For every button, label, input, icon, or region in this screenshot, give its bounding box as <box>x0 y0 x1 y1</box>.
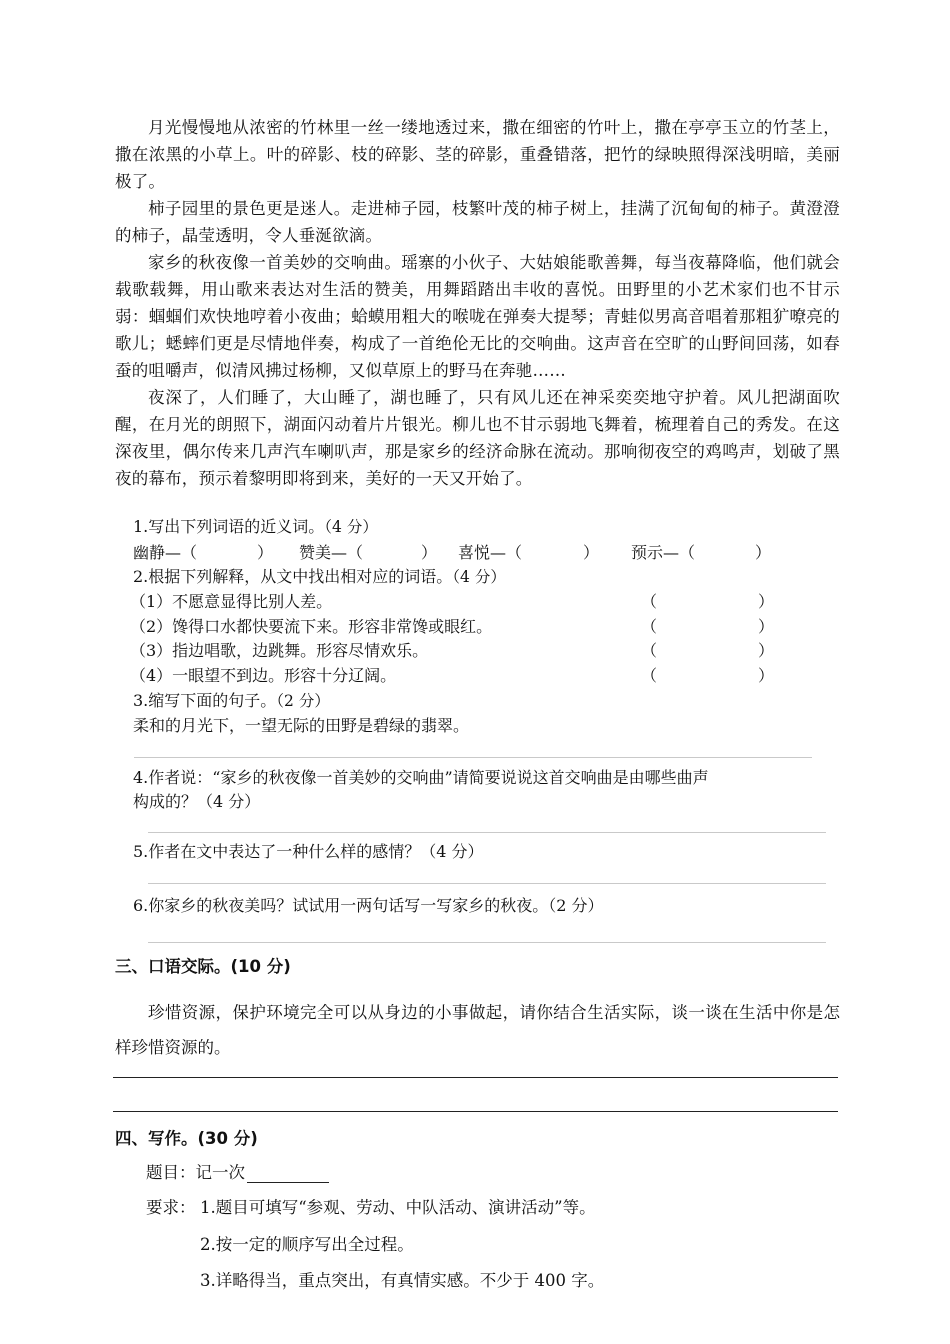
question-2-item-4: （4）一眼望不到边。形容十分辽阔。 <box>130 666 397 685</box>
answer-paren-3-open: （ <box>641 641 658 660</box>
answer-paren-2[interactable] <box>641 617 774 637</box>
synonym-yushi-label: 预示—（ <box>631 543 696 562</box>
passage-paragraph-1: 月光慢慢地从浓密的竹林里一丝一缕地透过来，撒在细密的竹叶上，撒在亭亭玉立的竹茎上，撒在浓黑的小草上。叶的碎影、枝的碎影、茎的碎影，重叠错落，把竹的绿映照得深浅明暗，美丽极了。 <box>115 118 840 191</box>
synonym-zanmei-label: 赞美—（ <box>299 543 364 562</box>
answer-paren-2-open: （ <box>641 617 658 636</box>
section-3-prompt <box>115 995 840 1065</box>
section-3-title: 三、口语交际。(10 分) <box>115 957 291 976</box>
question-1-score: （4 分） <box>324 518 378 536</box>
section-3-answer-line-2[interactable] <box>113 1111 838 1112</box>
writing-requirement-3: 3.详略得当，重点突出，有真情实感。不少于 400 字。 <box>200 1271 605 1290</box>
writing-requirement-label: 要求： <box>146 1198 196 1217</box>
answer-paren-4-close: ） <box>758 666 775 685</box>
reading-passage <box>115 114 840 492</box>
question-3-sentence: 柔和的月光下，一望无际的田野是碧绿的翡翠。 <box>133 716 470 735</box>
question-3-answer-line[interactable] <box>134 757 812 758</box>
question-2-score: （4 分） <box>452 568 506 586</box>
answer-paren-4-open: （ <box>641 666 658 685</box>
question-2-text: 2.根据下列解释，从文中找出相对应的词语。 <box>133 567 453 586</box>
synonym-xiyue-label: 喜悦—（ <box>458 543 523 562</box>
section-3-text: 珍惜资源，保护环境完全可以从身边的小事做起，请你结合生活实际，谈一谈在生活中你是怎样珍惜资源的。 <box>115 1003 840 1057</box>
question-2 <box>133 567 506 587</box>
writing-topic-blank[interactable] <box>247 1164 329 1183</box>
section-4-title: 四、写作。(30 分) <box>115 1129 258 1148</box>
question-3 <box>133 691 330 711</box>
answer-paren-3-close: ） <box>758 641 775 660</box>
answer-paren-4[interactable] <box>641 666 774 686</box>
question-1-answer-row <box>133 543 833 563</box>
writing-requirement-1: 1.题目可填写“参观、劳动、中队活动、演讲活动”等。 <box>200 1198 596 1217</box>
question-2-item-2: （2）馋得口水都快要流下来。形容非常馋或眼红。 <box>130 617 493 636</box>
writing-topic-label: 题目：记一次 <box>146 1163 245 1182</box>
answer-paren-1[interactable] <box>641 592 774 612</box>
section-3-answer-line-1[interactable] <box>113 1077 838 1078</box>
question-4-answer-line[interactable] <box>148 832 826 833</box>
question-6: 6.你家乡的秋夜美吗？试试用一两句话写一写家乡的秋夜。（2 分） <box>133 896 604 915</box>
question-1-text: 1.写出下列词语的近义词。 <box>133 517 325 536</box>
synonym-xiyue-close: ） <box>583 543 600 562</box>
answer-paren-1-close: ） <box>758 592 775 611</box>
question-6-answer-line[interactable] <box>148 942 826 943</box>
passage-paragraph-2: 柿子园里的景色更是迷人。走进柿子园，枝繁叶茂的柿子树上，挂满了沉甸甸的柿子。黄澄澄的柿子，晶莹透明，令人垂涎欲滴。 <box>115 199 840 245</box>
question-4-line-2: 构成的？（4 分） <box>133 792 261 811</box>
passage-paragraph-3: 家乡的秋夜像一首美妙的交响曲。瑶寨的小伙子、大姑娘能歌善舞，每当夜幕降临，他们就会载歌载舞，用山歌来表达对生活的赞美，用舞蹈踏出丰收的喜悦。田野里的小艺术家们也不甘示弱：蝈蝈们欢快地哼着小夜曲；蛤蟆用粗大的喉咙在弹奏大提琴；青蛙似男高音唱着那粗犷嘹亮的歌儿；蟋蟀们更是尽情地伴奏，构成了一首绝伦无比的交响曲。这声音在空旷的山野间回荡，如春蚕的咀嚼声，似清风拂过杨柳，又似草原上的野马在奔驰…… <box>115 253 840 380</box>
question-1 <box>133 517 378 537</box>
answer-paren-2-close: ） <box>758 617 775 636</box>
question-2-item-1: （1）不愿意显得比别人差。 <box>130 592 333 611</box>
question-4-line-1: 4.作者说：“家乡的秋夜像一首美妙的交响曲”请简要说说这首交响曲是由哪些曲声 <box>133 768 709 787</box>
question-2-item-3: （3）指边唱歌，边跳舞。形容尽情欢乐。 <box>130 641 429 660</box>
question-3-text: 3.缩写下面的句子。 <box>133 691 277 710</box>
question-3-score: （2 分） <box>276 692 330 710</box>
writing-requirement-2: 2.按一定的顺序写出全过程。 <box>200 1235 414 1254</box>
passage-paragraph-4: 夜深了，人们睡了，大山睡了，湖也睡了，只有风儿还在神采奕奕地守护着。风儿把湖面吹醒，在月光的朗照下，湖面闪动着片片银光。柳儿也不甘示弱地飞舞着，梳理着自己的秀发。在这深夜里，偶尔传来几声汽车喇叭声，那是家乡的经济命脉在流动。那响彻夜空的鸡鸣声，划破了黑夜的幕布，预示着黎明即将到来，美好的一天又开始了。 <box>115 388 840 488</box>
synonym-youjing-label: 幽静—（ <box>133 543 198 562</box>
synonym-zanmei-close: ） <box>421 543 438 562</box>
question-5: 5.作者在文中表达了一种什么样的感情？（4 分） <box>133 842 484 861</box>
synonym-youjing-close: ） <box>257 543 274 562</box>
writing-topic <box>146 1163 329 1183</box>
question-5-answer-line[interactable] <box>148 883 826 884</box>
synonym-yushi-close: ） <box>755 543 772 562</box>
answer-paren-3[interactable] <box>641 641 774 661</box>
answer-paren-1-open: （ <box>641 592 658 611</box>
